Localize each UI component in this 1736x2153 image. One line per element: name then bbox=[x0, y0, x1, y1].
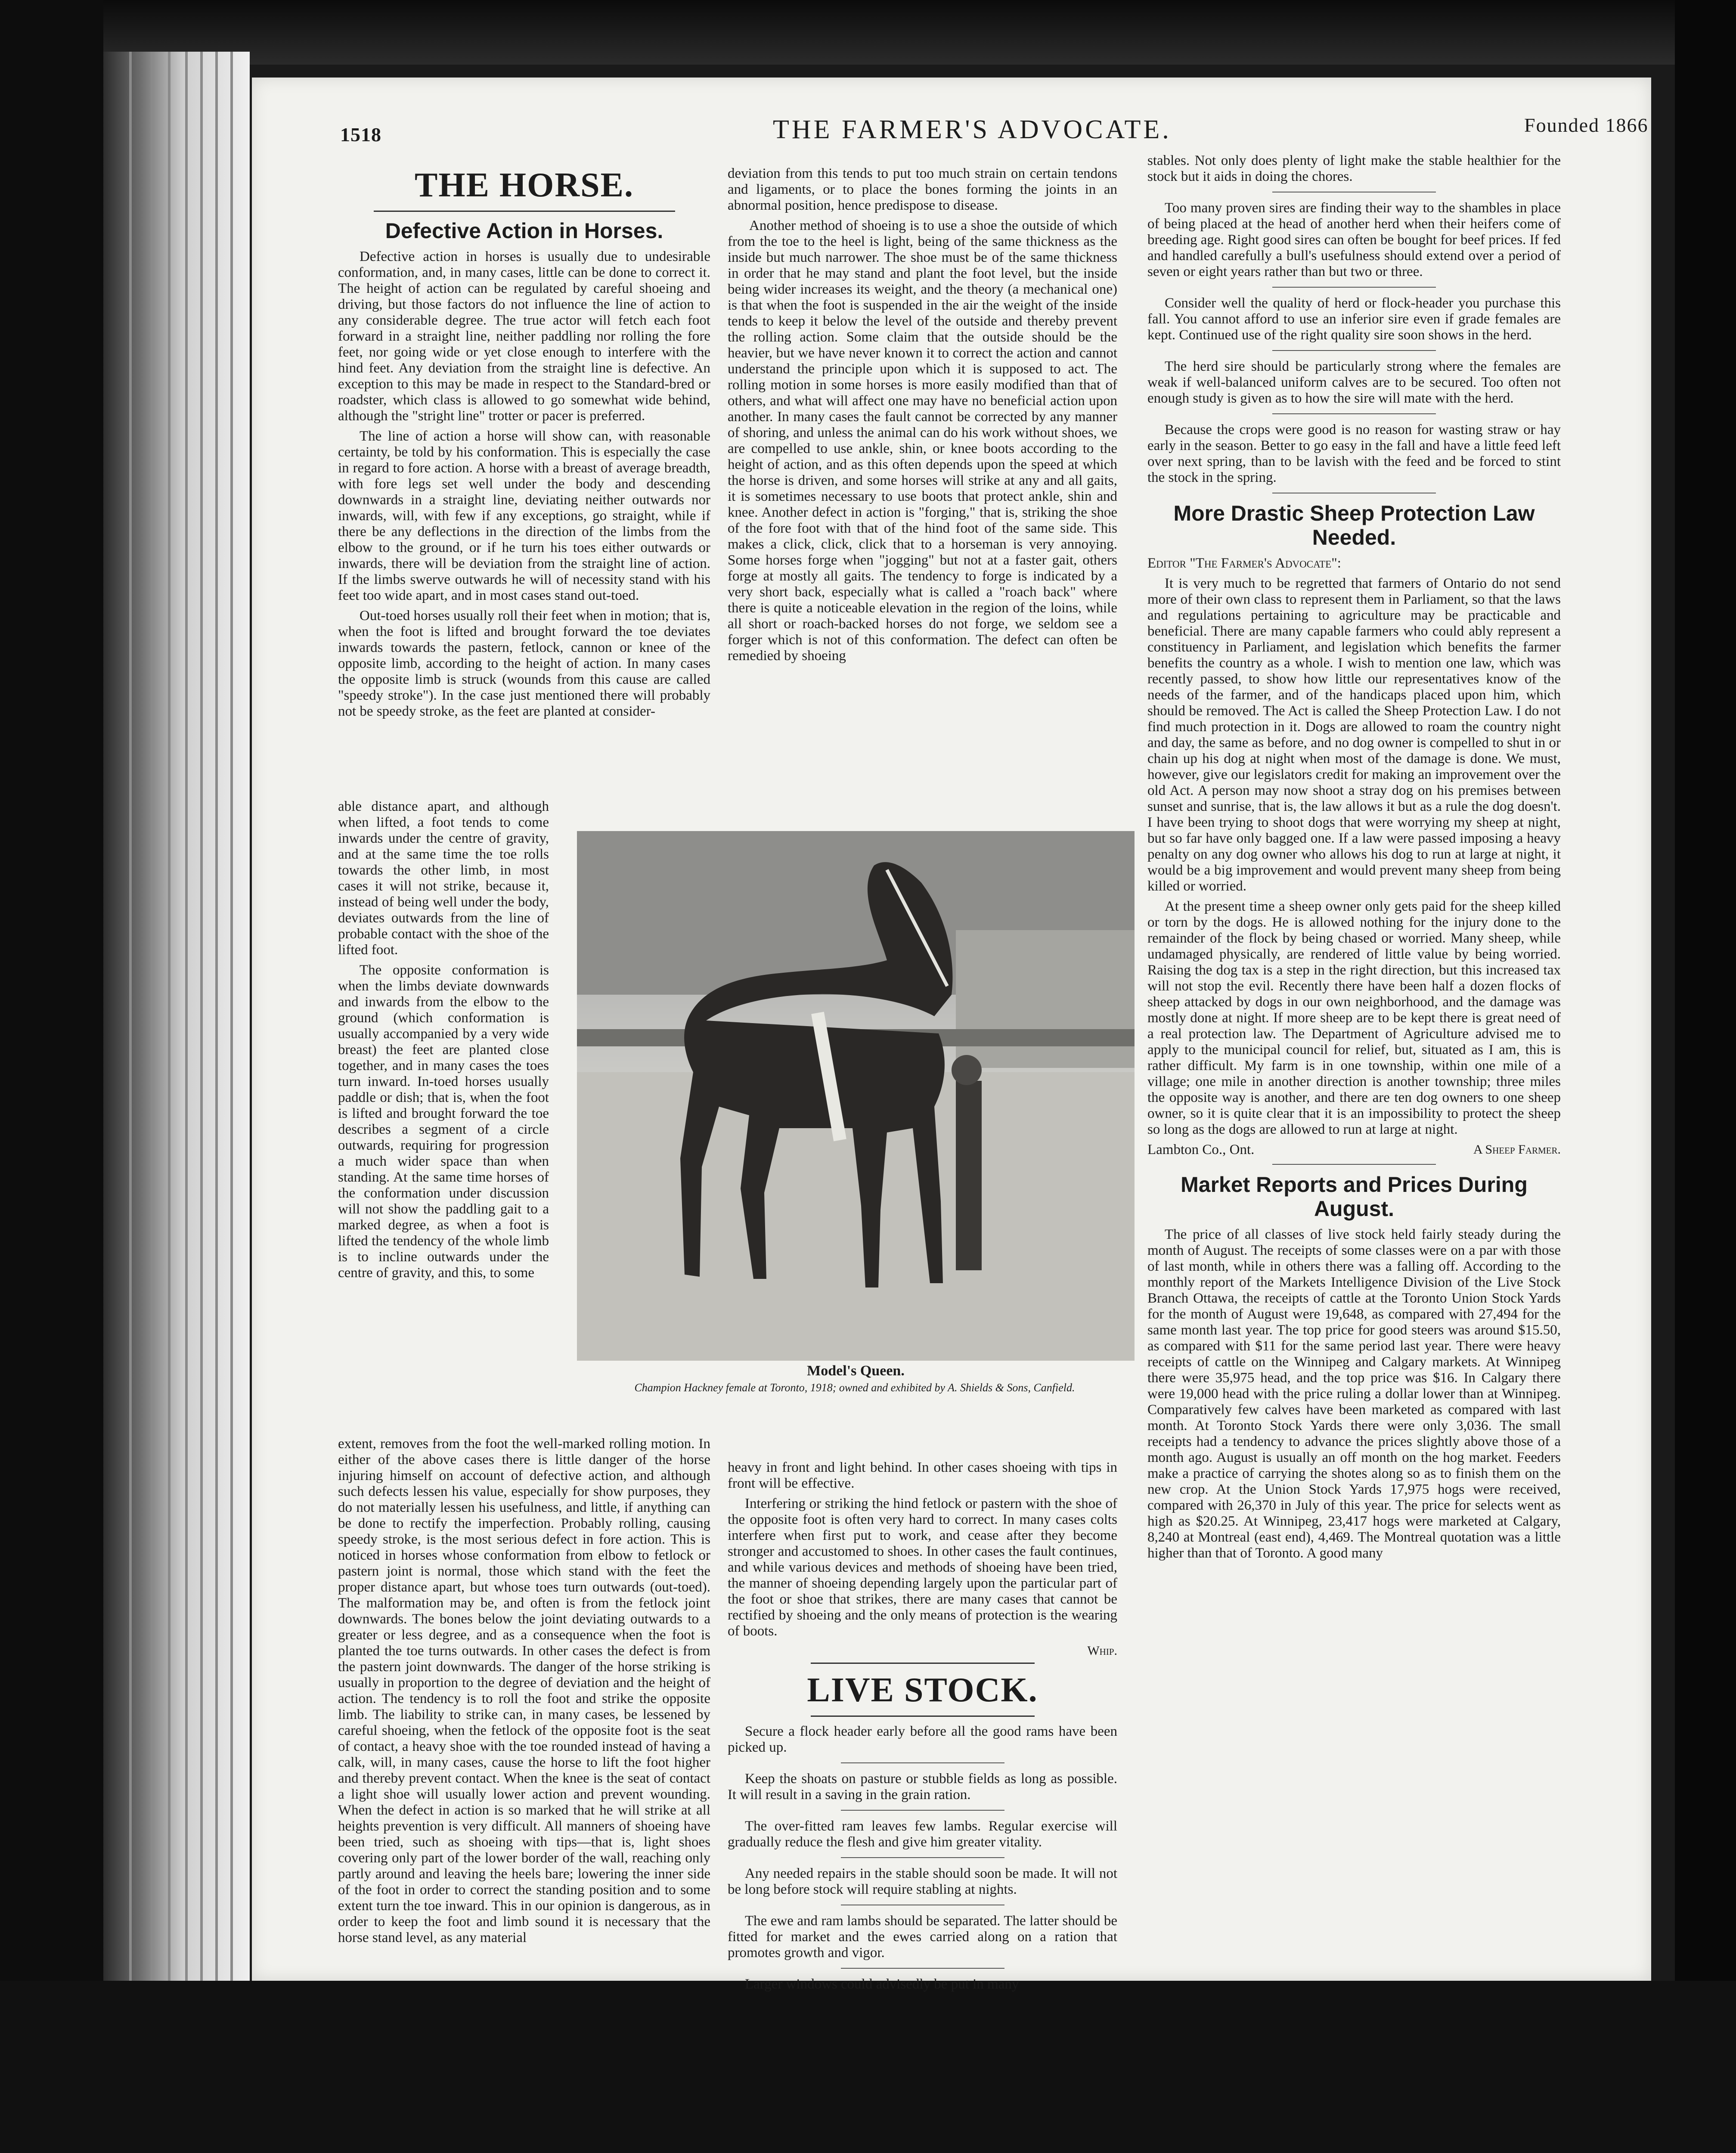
horse-paragraph-1: Defective action in horses is usually due to undesirable conformation, and, in many cases, little can be done to correct it. The height of action can be regulated by careful shoeing and driving, but those factors do not influence the line of action to any considerable degree. The true actor will fetch each foot forward in a straight line, neither paddling nor rolling the fore feet, nor going wide or yet close enough to interfere with the hind feet. Any deviation from the straight line is defective. An exception to this may be made in respect to the Standard-bred or roadster, which class is allowed to go somewhat wide behind, although the "stright line" trotter or pacer is preferred. bbox=[338, 249, 710, 424]
scan-border-bottom bbox=[0, 1981, 1736, 2153]
horse-article-signature: Whip. bbox=[1087, 1644, 1117, 1658]
horse-photo-illustration bbox=[577, 831, 1135, 1361]
livestock-note: Keep the shoats on pasture or stubble fields as long as possible. It will result in a saving in the grain ration. bbox=[728, 1771, 1117, 1802]
horse-section-title: THE HORSE. bbox=[414, 166, 634, 204]
market-article-title: Market Reports and Prices During August. bbox=[1181, 1173, 1528, 1221]
horse-paragraph-5: The opposite conformation is when the limbs deviate downwards and inwards from the elbow to the ground (which conformation is usually accompanied by a very wide breast) the feet are planted close together, and in many cases the toes turn inward. In-toed horses usually paddle or dish; that is, when the foot is lifted and brought forward the toe describes a segment of a circle outwards, requiring for progression a much wider space than when standing. At the same time horses of the conformation under discussion will not show the paddling gait to a marked degree, as when a foot is lifted the tendency of the whole limb is to incline outwards under the centre of gravity, and this, to some bbox=[338, 962, 549, 1281]
livestock-column bbox=[728, 1460, 1117, 1997]
scan-border-left bbox=[0, 0, 103, 2153]
scan-border-top bbox=[0, 0, 1736, 65]
horse-column-bottom bbox=[338, 1436, 710, 1950]
livestock-note: The ewe and ram lambs should be separated. The latter should be fitted for market and the ewes carried along on a ration that promotes growth and vigor. bbox=[728, 1913, 1117, 1961]
divider bbox=[841, 1968, 1004, 1969]
horse-paragraph-2: The line of action a horse will show can, with reasonable certainty, be told by his conformation. This is especially the case in regard to fore action. A horse with a breast of average breadth, with fore legs set well under the body and descending downwards in a straight line, deviating neither outwards nor inwards, will, with few if any exceptions, go straight, while if there be any deflections in the direction of the limbs from the elbow to the ground, or if he turn his toes either outwards or inwards, there will be deviation from the straight line of action. If the limbs swerve outwards he will of necessity stand with his feet too wide apart, and in most cases stand out-toed. bbox=[338, 428, 710, 603]
section-rule bbox=[811, 1663, 1035, 1664]
divider bbox=[1272, 350, 1436, 351]
divider bbox=[841, 1762, 1004, 1763]
livestock-section-title: LIVE STOCK. bbox=[807, 1671, 1038, 1709]
scan-border-right bbox=[1675, 0, 1736, 2153]
livestock-note: Any needed repairs in the stable should soon be made. It will not be long before stock will require stabling at nights. bbox=[728, 1866, 1117, 1897]
horse-column-narrow bbox=[338, 799, 549, 1285]
sheep-paragraph-2: At the present time a sheep owner only gets paid for the sheep killed or torn by the dogs. He is allowed nothing for the injury done to the remainder of the flock by being chased or worried. Many sheep, while undamaged physically, are rendered of little value by being worried. Raising the dog tax is a step in the right direction, but this increased tax will not stop the evil. Recently there have been half a dozen flocks of sheep attacked by dogs in our own neighborhood, and the damage was mostly done at night. If more sheep are to be kept there is great need of a real protection law. The Department of Agriculture advised me to apply to the municipal council for relief, but, situated as I am, this is rather difficult. My farm is in one township, within one mile of a village; one mile in another direction is another township; three miles the opposite way is another, and there are ten dog owners to one sheep owner, so it is quite clear that it is an impossibility to protect the sheep so long as the dogs are allowed to run at large at night. bbox=[1147, 899, 1561, 1137]
livestock-note: Because the crops were good is no reason for wasting straw or hay early in the season. Better to go easy in the fall and have a little feed left over next spring, than to be lavish with the feed and be forced to stint the stock in the spring. bbox=[1147, 422, 1561, 485]
horse-paragraph-6: extent, removes from the foot the well-marked rolling motion. In either of the above cases there is little danger of the horse injuring himself on account of defective action, and although such defects lessen his value, especially for show purposes, they do not materially lessen his usefulness, and little, if anything can be done to rectify the imperfection. Probably rolling, causing speedy stroke, is the most serious defect in fore action. This is noticed in horses whose conformation from elbow to fetlock or pastern joint is normal, those which stand with the feet the proper distance apart, but whose toes turn outwards (out-toed). The malformation may be, and often is from the fetlock joint downwards. The bones below the joint deviating outwards to a greater or less degree, and as a consequence when the foot is planted the toe turns outwards. In other cases the defect is from the pastern joint downwards. The danger of the horse striking is usually in proportion to the degree of deviation and the height of action. The tendency is to roll the foot and strike the opposite limb. The liability to strike can, in many cases, be lessened by careful shoeing, when the fetlock of the opposite foot is the seat of contact, a heavy shoe with the toe rounded instead of having a calk, will, in many cases, cause the horse to lift the foot higher and thereby prevent contact. When the knee is the seat of contact a light shoe will usually lower action and prevent wounding. When the defect in action is so marked that he will strike at all heights prevention is very difficult. All manners of shoeing have been tried, such as shoeing with tips—that is, light shoes covering only part of the lower border of the wall, reaching only partly around and leaving the heels bare; lowering the inner side of the foot in order to correct the standing position and to some extent turn the toe inward. This in our opinion is dangerous, as in order to keep the foot and limb sound it is necessary that the horse stand level, as any material bbox=[338, 1436, 710, 1945]
founded-label: Founded 1866 bbox=[1524, 114, 1649, 136]
livestock-note: Too many proven sires are finding their way to the shambles in place of being placed at the head of another herd when their heifers come of breeding age. Right good sires can often be bought for beef prices. If fed and handled carefully a bull's usefulness should extend over a period of seven or eight years rather than but two or three. bbox=[1147, 200, 1561, 279]
horse-column-two-top bbox=[728, 166, 1117, 668]
right-column bbox=[1147, 153, 1561, 1566]
page-number: 1518 bbox=[340, 124, 381, 146]
livestock-note: Consider well the quality of herd or flock-header you purchase this fall. You cannot afford to use an inferior sire even if grade females are kept. Continued use of the right quality sire soon shows in the herd. bbox=[1147, 295, 1561, 343]
horse-article-title: Defective Action in Horses. bbox=[385, 219, 663, 243]
sheep-signature: A Sheep Farmer. bbox=[1473, 1142, 1561, 1157]
divider bbox=[841, 1857, 1004, 1858]
divider bbox=[1272, 287, 1436, 288]
sheep-place: Lambton Co., Ont. bbox=[1147, 1142, 1255, 1157]
sheep-article-title: More Drastic Sheep Protection Law Needed. bbox=[1173, 501, 1535, 549]
horse-paragraph-8: Another method of shoeing is to use a shoe the outside of which from the toe to the heel is light, being of the same thickness as the inside but much narrower. The shoe must be of the same thickness in order that he may stand and plant the foot level, but the inside being wider increases its weight, and the theory (a mechanical one) is that when the foot is suspended in the air the weight of the inside tends to keep it below the level of the outside and thereby prevent the rolling action. Some claim that the outside should be the heavier, but we have never known it to correct the action and cannot understand the principle upon which it is supposed to act. The rolling motion in some horses is more easily modified than that of others, and what will affect one may have no beneficial action upon another. In many cases the fault cannot be corrected by any manner of shoring, and unless the animal can do his work without shoes, we are compelled to use ankle, shin, or knee boots according to the height of action, and as this often depends upon the speed at which the horse is driven, and some horses will strike at any and all gaits, it is sometimes necessary to use boots that protect ankle, shin and knee. Another defect in action is "forging," that is, striking the shoe of the fore foot with that of the hind foot of the same side. This makes a click, click, click that to a horseman is very annoying. Some horses forge when "jogging" but not at a faster gait, others forge at mostly all gaits. The tendency to forge is indicated by a very short back, especially what is called a "roach back" where there is quite a noticeable elevation in the region of the loins, while all short or roach-backed horses do not forge, we seldom see a forger which is not of this conformation. The defect can often be remedied by shoeing bbox=[728, 218, 1117, 664]
book-page-edges bbox=[103, 52, 250, 1981]
photo-caption-title: Model's Queen. bbox=[807, 1363, 905, 1379]
photo-caption-text: Champion Hackney female at Toronto, 1918; owned and exhibited by A. Shields & Sons, Canfield. bbox=[634, 1381, 1075, 1394]
horse-paragraph-3: Out-toed horses usually roll their feet when in motion; that is, when the foot is lifted and brought forward the toe deviates inwards towards the pastern, fetlock, cannon or knee of the opposite limb, according to the height of action. In many cases the opposite limb is struck (wounds from this cause are called "speedy stroke"). In the case just mentioned there will probably not be speedy stroke, as the feet are planted at consider- bbox=[338, 608, 710, 719]
sheep-paragraph-1: It is very much to be regretted that farmers of Ontario do not send more of their own class to represent them in Parliament, so that the laws and regulations pertaining to agriculture may be practicable and beneficial. There are many capable farmers who could ably represent a constituency in Parliament, and legislation which benefits the farmer benefits the country as a whole. I wish to mention one law, which was recently passed, to show how little our representatives know of the needs of the farmer, and of the handicaps placed upon him, which should be removed. The Act is called the Sheep Protection Law. I do not find much protection in it. Dogs are allowed to roam the country night and day, the same as before, and no dog owner is compelled to shut in or chain up his dog at night when most of the damage is done. We must, however, give our legislators credit for making an improvement over the old Act. A person may now shoot a stray dog on his premises between sunset and sunrise, that is, the law allows it but as a rule the dog doesn't. I have been trying to shoot dogs that were worrying my sheep at night, but so far have only bagged one. If a law were passed imposing a heavy penalty on any dog owner who allows his dog to run at large at night, it would be a big improvement and would prevent many sheep from being killed or worried. bbox=[1147, 576, 1561, 894]
horse-paragraph-4: able distance apart, and although when lifted, a foot tends to come inwards under the centre of gravity, and at the same time the toe rolls towards the other limb, in most cases it will not strike, because it, instead of being well under the body, deviates outwards from the line of probable contact with the shoe of the lifted foot. bbox=[338, 799, 549, 958]
horse-paragraph-7: deviation from this tends to put too much strain on certain tendons and ligaments, or to place the bones forming the joints in an abnormal position, hence predispose to disease. bbox=[728, 166, 1117, 213]
livestock-note: Larger windows could advisedly be put in many bbox=[745, 1976, 1019, 1992]
divider bbox=[1272, 413, 1436, 414]
horse-column-top bbox=[338, 166, 710, 724]
livestock-continuation: stables. Not only does plenty of light make the stable healthier for the stock but it aids in doing the chores. bbox=[1147, 153, 1561, 184]
livestock-note: Secure a flock header early before all the good rams have been picked up. bbox=[728, 1724, 1117, 1755]
livestock-note: The herd sire should be particularly strong where the females are weak if well-balanced uniform calves are to be secured. Too often not enough study is given as to how the sire will mate with the herd. bbox=[1147, 359, 1561, 406]
divider bbox=[1272, 1164, 1436, 1165]
newspaper-page bbox=[252, 78, 1651, 1992]
section-rule bbox=[374, 211, 675, 212]
hackney-horse-photo bbox=[577, 831, 1135, 1361]
masthead-title: THE FARMER'S ADVOCATE. bbox=[773, 115, 1172, 144]
divider bbox=[841, 1810, 1004, 1811]
sheep-salutation: Editor "The Farmer's Advocate": bbox=[1147, 555, 1341, 571]
horse-paragraph-10: Interfering or striking the hind fetlock or pastern with the shoe of the opposite foot is often very hard to correct. In many cases colts interfere when first put to work, and cease after they become stronger and accustomed to shoes. In other cases the fault continues, and while various devices and methods of shoeing have been tried, the manner of shoeing depending largely upon the particular part of the foot or shoe that strikes, there are many cases that cannot be rectified by shoeing and the only means of protection is the wearing of boots. bbox=[728, 1496, 1117, 1639]
horse-paragraph-9: heavy in front and light behind. In other cases shoeing with tips in front will be effective. bbox=[728, 1460, 1117, 1491]
market-paragraph-1: The price of all classes of live stock held fairly steady during the month of August. The receipts of some classes were on a par with those of last month, while in others there was a falling off. According to the monthly report of the Markets Intelligence Division of the Live Stock Branch Ottawa, the receipts of cattle at the Toronto Union Stock Yards for the month of August were 19,648, as compared with 27,494 for the same month last year. The top price for good steers was around $15.50, as compared with $11 for the same period last year. There were heavy receipts of cattle on the Winnipeg and Calgary markets. At Winnipeg there were 35,975 head, and the top price was $16. In Calgary there were 19,000 head with the price ruling a dollar lower than at Winnipeg. Comparatively few calves have been marketed as compared with last month. At Toronto Stock Yards there were only 3,036. The small receipts had a tendency to advance the prices slightly above those of a month ago. August is usually an off month on the hog market. Feeders make a practice of carrying the shotes along so as to finish them on the new crop. At the Union Stock Yards 17,975 hogs were received, compared with 26,370 in July of this year. The price for selects went as high as $20.25. At Winnipeg, 23,417 hogs were marketed at Calgary, 8,240 at Montreal (east end), 4,469. The Montreal quotation was a little higher than that of Toronto. A good many bbox=[1147, 1227, 1561, 1561]
livestock-note: The over-fitted ram leaves few lambs. Regular exercise will gradually reduce the flesh and give him greater vitality. bbox=[728, 1818, 1117, 1850]
section-rule bbox=[811, 1716, 1035, 1717]
